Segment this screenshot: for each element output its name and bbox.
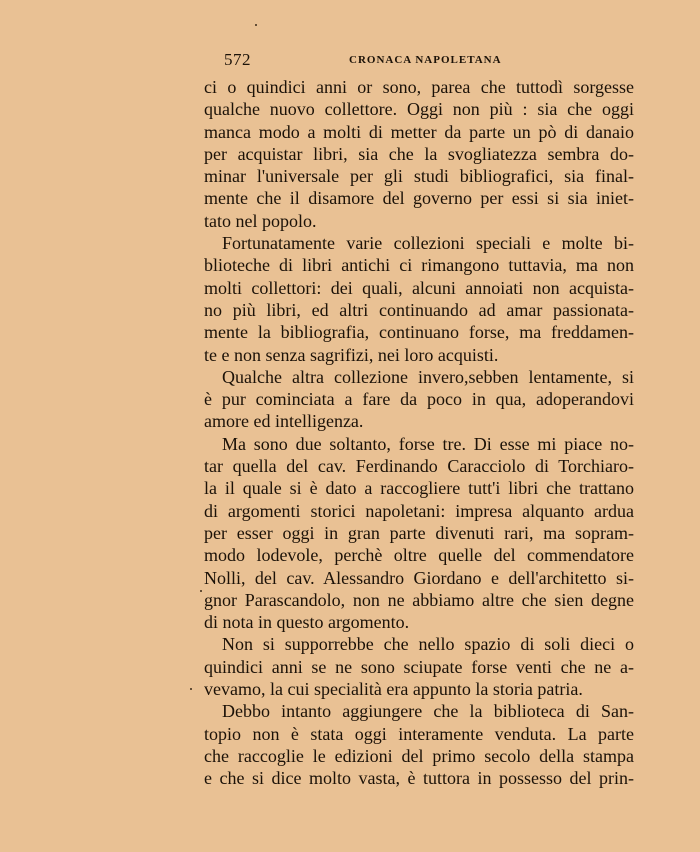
text-line: di nota in questo argomento. [204,612,410,633]
paragraph [204,433,634,634]
text-line: gnor Parascandolo, non ne abbiamo altre che sien degne [204,589,634,610]
text-line: Non si supporrebbe che nello spazio di soli dieci o [222,634,634,655]
text-line: Debbo intanto aggiungere che la biblioteca di San- [222,701,634,722]
text-line: che raccoglie le edizioni del primo secolo della stampa [204,745,634,766]
text-line: manca modo a molti di metter da parte un pò di danaio [204,121,634,142]
text-line: tato nel popolo. [204,210,317,231]
running-title: CRONACA NAPOLETANA [349,54,502,66]
text-line: Qualche altra collezione invero,sebben lentamente, si [222,366,634,387]
text-line: te e non senza sagrifizi, nei loro acquisti. [204,344,499,365]
text-line: Nolli, del cav. Alessandro Giordano e dell'architetto si- [204,567,634,588]
ink-speck [190,688,192,690]
paragraph [204,76,634,232]
text-line: blioteche di libri antichi ci rimangono tuttavia, ma non [204,255,634,276]
text-line: topio non è stata oggi interamente venduta. La parte [204,723,634,744]
text-line: di argomenti storici napoletani: impresa alquanto ardua [204,500,634,521]
text-line: per esser oggi in gran parte divenuti rari, ma sopram- [204,522,634,543]
text-line: Ma sono due soltanto, forse tre. Di esse mi piace no- [222,433,634,454]
ink-speck [255,24,257,26]
paragraph [204,366,634,433]
text-line: quindici anni se ne sono sciupate forse venti che ne a- [204,656,634,677]
text-line: minar l'universale per gli studi bibliografici, sia final- [204,166,634,187]
text-line: amore ed intelligenza. [204,411,364,432]
paragraph [204,700,634,789]
text-line: modo lodevole, perchè oltre quelle del commendatore [204,545,634,566]
text-line: qualche nuovo collettore. Oggi non più : sia che oggi [204,99,634,120]
body-text [204,76,634,790]
text-line: tar quella del cav. Ferdinando Caracciolo di Torchiaro- [204,456,634,477]
text-line: mente la bibliografia, continuano forse, ma freddamen- [204,322,634,343]
ink-speck [200,590,202,592]
text-line: vevamo, la cui specialità era appunto la storia patria. [204,679,583,700]
text-line: molti collettori: dei quali, alcuni annoiati non acquista- [204,277,634,298]
page-number: 572 [224,50,251,69]
text-line: Fortunatamente varie collezioni speciali e molte bi- [222,233,634,254]
text-line: per acquistar libri, sia che la svogliatezza sembra do- [204,143,634,164]
text-line: e che si dice molto vasta, è tuttora in possesso del prin- [204,768,634,789]
text-line: è pur cominciata a fare da poco in qua, adoperandovi [204,389,634,410]
text-line: no più libri, ed altri continuando ad amar passionata- [204,299,634,320]
paragraph [204,633,634,700]
paragraph [204,232,634,366]
text-line: ci o quindici anni or sono, parea che tuttodì sorgesse [204,77,634,97]
text-line: mente che il disamore del governo per essi si sia iniet- [204,188,634,209]
text-line: la il quale si è dato a raccogliere tutt'i libri che trattano [204,478,634,499]
page-header [204,50,634,72]
